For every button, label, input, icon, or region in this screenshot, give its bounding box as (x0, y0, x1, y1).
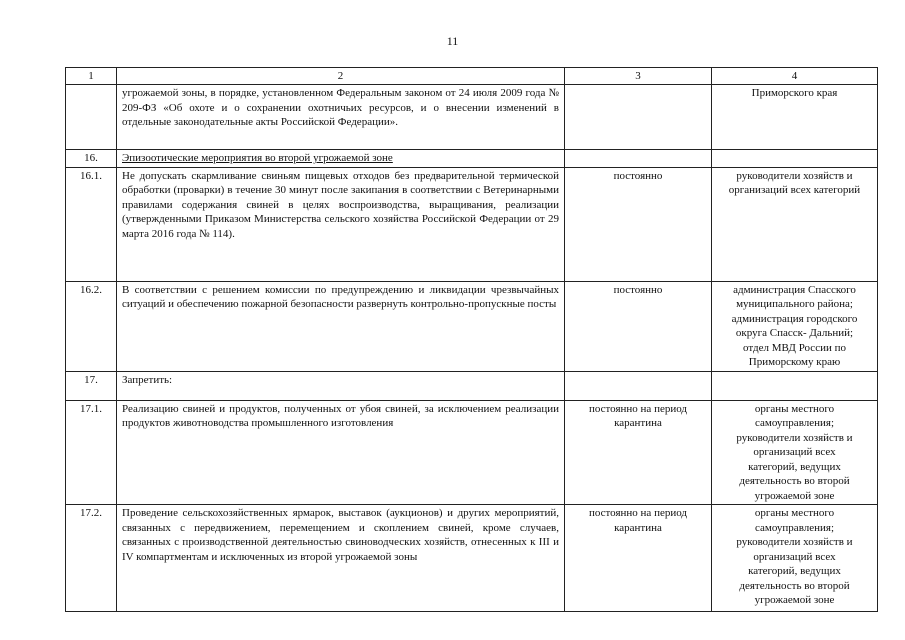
row-number: 16.2. (66, 281, 117, 371)
column-header: 3 (565, 68, 712, 85)
row-number: 16.1. (66, 167, 117, 281)
row-number: 16. (66, 150, 117, 168)
measure-text: Проведение сельскохозяйственных ярмарок, выставок (аукционов) и других мероприятий, связанных с передвижением, перемещением и скоплением свиней, кроме случаев, связанных с производственной деятельностью свиноводческих хозяйств, отнесенных к III и IV компартментам и исключенных из второй угрожаемой зоны (117, 505, 565, 612)
measure-text: угрожаемой зоны, в порядке, установленном Федеральным законом от 24 июля 2009 года № 209-ФЗ «Об охоте и о сохранении охотничьих ресурсов, и о внесении изменений в отдельные законодательные акты Российской Федерации». (117, 85, 565, 150)
measure-responsible (712, 150, 878, 168)
section-heading: Эпизоотические мероприятия во второй угрожаемой зоне (117, 150, 565, 168)
measure-term (565, 371, 712, 400)
table-row (66, 400, 878, 505)
table-row (66, 85, 878, 150)
section-row (66, 371, 878, 400)
table-row (66, 281, 878, 371)
measure-text: В соответствии с решением комиссии по предупреждению и ликвидации чрезвычайных ситуаций и обеспечению пожарной безопасности развернуть контрольно-пропускные посты (117, 281, 565, 371)
measure-responsible: органы местного самоуправления; руководители хозяйств и организаций всех категорий, ведущих деятельность во второй угрожаемой зоне (736, 402, 853, 502)
row-number: 17. (66, 371, 117, 400)
column-header: 2 (117, 68, 565, 85)
section-row (66, 150, 878, 168)
measure-term: постоянно на период карантина (588, 402, 688, 429)
measure-text: Реализацию свиней и продуктов, полученных от убоя свиней, за исключением реализации продуктов животноводства промышленного изготовления (117, 400, 565, 505)
measure-term (565, 150, 712, 168)
column-header: 1 (66, 68, 117, 85)
column-header: 4 (712, 68, 878, 85)
table-header-row (66, 68, 878, 85)
table-row (66, 167, 878, 281)
measure-responsible: Приморского края (712, 85, 878, 150)
measure-text: Не допускать скармливание свиньям пищевых отходов без предварительной термической обработки (проварки) в течение 30 минут после закипания в соответствии с Ветеринарными правилами содержания свиней в целях воспроизводства, выращивания, реализации (утвержденными Приказом Министерства сельского хозяйства Российской Федерации от 29 марта 2016 года № 114). (117, 167, 565, 281)
measures-table (65, 67, 878, 612)
row-number: 17.2. (66, 505, 117, 612)
section-heading: Запретить: (117, 371, 565, 400)
row-number: 17.1. (66, 400, 117, 505)
measure-responsible: администрация Спасского муниципального района; администрация городского округа Спасск- Дальний; отдел МВД России по Приморскому краю (731, 283, 858, 368)
measure-term: постоянно (565, 281, 712, 371)
measure-responsible: руководители хозяйств и организаций всех категорий (728, 169, 861, 196)
measure-term: постоянно на период карантина (588, 507, 688, 534)
measure-responsible: органы местного самоуправления; руководители хозяйств и организаций всех категорий, ведущих деятельность во второй угрожаемой зоне (736, 507, 853, 606)
table-row (66, 505, 878, 612)
measure-responsible (712, 371, 878, 400)
page-number: 11 (446, 34, 459, 48)
row-number (66, 85, 117, 150)
measure-term (565, 85, 712, 150)
measure-term: постоянно (565, 167, 712, 281)
